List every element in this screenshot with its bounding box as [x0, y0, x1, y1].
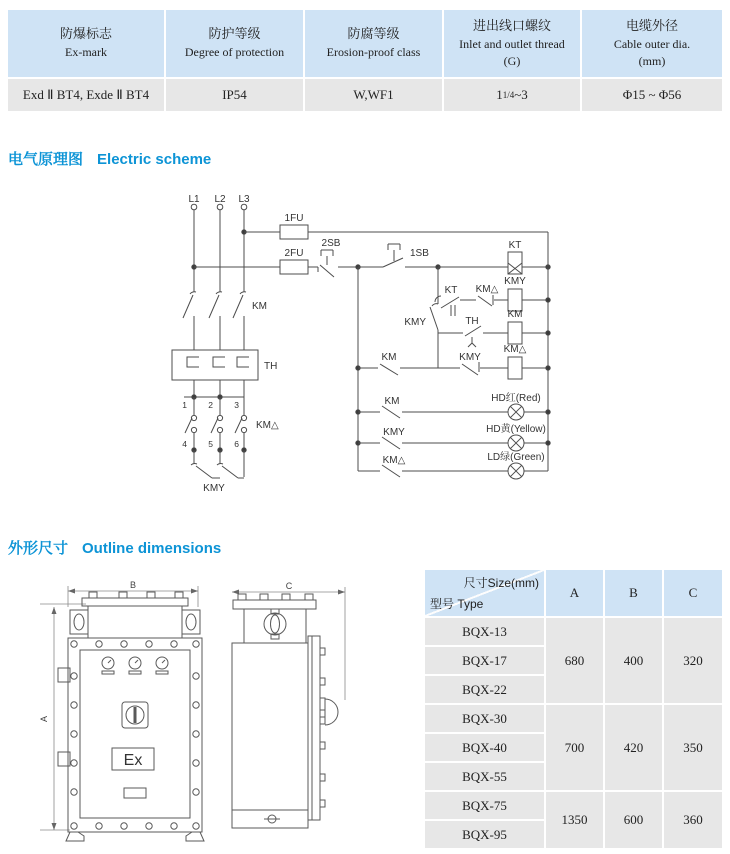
- value-c-group1: 320: [664, 618, 722, 703]
- model-cell: BQX-13: [425, 618, 544, 645]
- electric-scheme-title-en: Electric scheme: [97, 151, 212, 168]
- svg-text:KMY: KMY: [459, 352, 481, 363]
- svg-text:KM: KM: [381, 352, 397, 363]
- col-header-b: B: [605, 570, 662, 616]
- side-body: [232, 636, 338, 828]
- label-green-lamp: LD绿(Green): [487, 452, 545, 463]
- spec-table: [8, 10, 722, 111]
- power-circuit-lines: [172, 210, 258, 397]
- spec-col-ex-mark-en: Ex-mark: [65, 45, 107, 60]
- nameplate: [124, 788, 146, 798]
- kmy-branch-contact: [430, 304, 438, 330]
- dimensions-table: [425, 570, 722, 848]
- svg-text:KT: KT: [444, 285, 458, 296]
- label-dim-a: A: [39, 715, 49, 723]
- label-kmy-branch: KMY: [404, 317, 426, 328]
- svg-text:KM: KM: [507, 309, 523, 320]
- type-label: 型号 Type: [430, 597, 484, 611]
- label-1sb: 1SB: [410, 248, 429, 259]
- label-th-box: TH: [264, 361, 278, 372]
- label-dim-b: B: [129, 580, 137, 590]
- electric-scheme-diagram: [140, 190, 572, 504]
- label-yellow-lamp: HD黄(Yellow): [486, 424, 546, 435]
- front-body: [58, 638, 204, 841]
- rotary-switch: [122, 702, 148, 728]
- front-terminal-box: [70, 592, 200, 638]
- spec-col-ex-mark: [8, 10, 164, 77]
- indicator-lamps: [102, 657, 168, 674]
- label-kt-coil: KT: [508, 240, 522, 251]
- spec-col-ex-mark-zh: 防爆标志: [59, 26, 112, 42]
- model-cell: BQX-30: [425, 705, 544, 732]
- row-km-coil: [438, 322, 550, 347]
- size-label: 尺寸Size(mm): [463, 576, 539, 590]
- svg-text:KM△: KM△: [382, 455, 406, 466]
- value-b-group3: 600: [605, 792, 662, 848]
- label-1fu: 1FU: [284, 213, 304, 224]
- model-cell: BQX-75: [425, 792, 544, 819]
- side-view-drawing: [232, 581, 345, 828]
- model-cell: BQX-55: [425, 763, 544, 790]
- stop-button-symbol: [318, 250, 358, 277]
- label-km-delta-group: KM△: [256, 420, 279, 431]
- label-2sb: 2SB: [321, 238, 341, 249]
- side-terminal-box: [233, 594, 316, 643]
- spec-col-protection: 防护等级 Degree of protection: [166, 10, 303, 77]
- svg-text:KM△: KM△: [503, 344, 527, 355]
- label-l3: L3: [238, 194, 250, 205]
- dim-table-corner-cell: [425, 570, 544, 616]
- model-cell: BQX-95: [425, 821, 544, 848]
- col-header-a: A: [546, 570, 603, 616]
- spec-value-protection: IP54: [166, 79, 303, 111]
- ex-plate-label: Ex: [123, 752, 143, 769]
- svg-text:1: 1: [182, 400, 187, 410]
- spec-col-cable: 电缆外径 Cable outer dia. (mm): [582, 10, 722, 77]
- svg-text:6: 6: [234, 439, 239, 449]
- col-header-c: C: [664, 570, 722, 616]
- svg-text:KM△: KM△: [475, 284, 499, 295]
- label-l1: L1: [188, 194, 200, 205]
- spec-value-erosion: W,WF1: [305, 79, 442, 111]
- value-a-group1: 680: [546, 618, 603, 703]
- spec-col-erosion: 防腐等级 Erosion-proof class: [305, 10, 442, 77]
- front-view-drawing: [39, 580, 204, 841]
- svg-text:3: 3: [234, 400, 239, 410]
- spec-col-thread: 进出线口螺纹 Inlet and outlet thread (G): [444, 10, 580, 77]
- value-b-group2: 420: [605, 705, 662, 790]
- svg-text:4: 4: [182, 439, 187, 449]
- outline-drawings: [30, 580, 360, 852]
- model-cell: BQX-22: [425, 676, 544, 703]
- electric-scheme-title: [8, 148, 211, 169]
- svg-text:5: 5: [208, 439, 213, 449]
- label-l2: L2: [214, 194, 226, 205]
- svg-text:KMY: KMY: [383, 427, 405, 438]
- label-dim-c: C: [285, 581, 293, 591]
- value-b-group1: 400: [605, 618, 662, 703]
- value-a-group2: 700: [546, 705, 603, 790]
- outline-title-en: Outline dimensions: [82, 540, 222, 557]
- outline-title-zh: 外形尺寸: [8, 540, 69, 557]
- label-2fu: 2FU: [284, 248, 304, 259]
- value-c-group3: 360: [664, 792, 722, 848]
- kt-coil-symbol: [436, 252, 550, 274]
- value-c-group2: 350: [664, 705, 722, 790]
- svg-text:TH: TH: [465, 316, 479, 327]
- spec-value-cable: Φ15 ~ Φ56: [582, 79, 722, 111]
- model-cell: BQX-17: [425, 647, 544, 674]
- svg-text:KMY: KMY: [504, 276, 526, 287]
- model-cell: BQX-40: [425, 734, 544, 761]
- electric-scheme-title-zh: 电气原理图: [8, 151, 84, 168]
- outline-dimensions-title: [8, 537, 221, 558]
- label-km-main: KM: [252, 301, 267, 312]
- spec-value-ex-mark: Exd Ⅱ BT4, Exde Ⅱ BT4: [8, 79, 164, 111]
- svg-text:KM: KM: [384, 396, 400, 407]
- svg-text:2: 2: [208, 400, 213, 410]
- value-a-group3: 1350: [546, 792, 603, 848]
- phase-terminals: [188, 194, 250, 210]
- ex-plate: [112, 748, 154, 770]
- spec-value-thread: 1 1/4 ~3: [444, 79, 580, 111]
- label-kmy-group: KMY: [203, 483, 225, 494]
- label-red-lamp: HD红(Red): [491, 393, 541, 404]
